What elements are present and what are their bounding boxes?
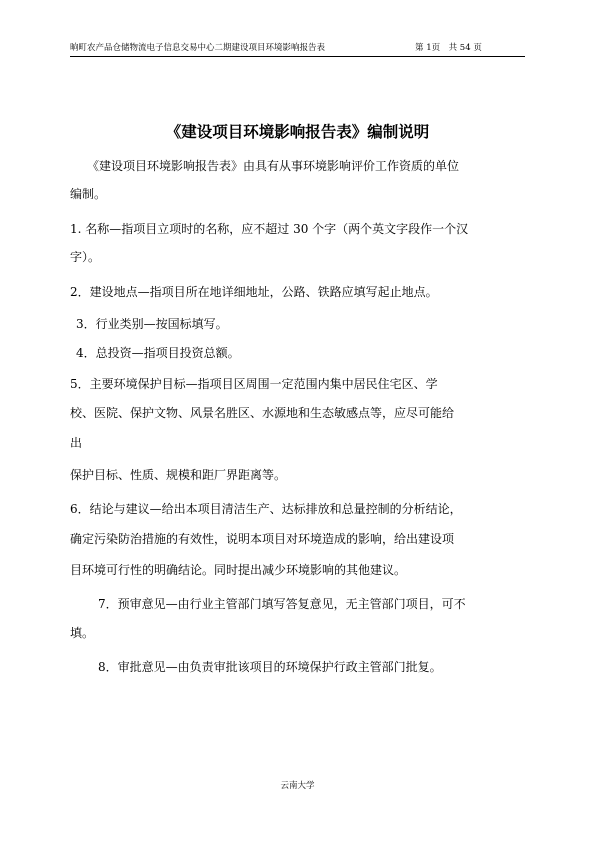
body-line: 编制。 [70, 187, 107, 201]
page-header [70, 40, 525, 57]
body-line: 出 [70, 436, 83, 450]
header-document-title: 晌町农产品仓储物流电子信息交易中心二期建设项目环境影响报告表 [70, 43, 326, 53]
body-line: 1. 名称—指项目立项时的名称，应不超过 30 个字（两个英文字段作一个汉 [70, 222, 469, 236]
header-page-number: 第 1页 共 54 页 [415, 43, 482, 53]
body-line: 6．结论与建议—给出本项目清洁生产、达标排放和总量控制的分析结论， [70, 502, 462, 516]
body-line: 字）。 [70, 250, 101, 264]
body-line: 2．建设地点—指项目所在地详细地址，公路、铁路应填写起止地点。 [70, 285, 438, 299]
page-footer: 云南大学 [280, 781, 315, 791]
body-line: 目环境可行性的明确结论。同时提出减少环境影响的其他建议。 [70, 563, 407, 577]
body-line: 保护目标、性质、规模和距厂界距离等。 [70, 468, 287, 482]
body-line: 7．预审意见—由行业主管部门填写答复意见，无主管部门项目，可不 [98, 597, 466, 611]
body-line: 填。 [70, 626, 95, 640]
body-line: 3．行业类别—按国标填写。 [76, 317, 228, 331]
body-line: 4．总投资—指项目投资总额。 [76, 346, 240, 360]
body-line: 8．审批意见—由负责审批该项目的环境保护行政主管部门批复。 [98, 660, 442, 674]
body-line: 5．主要环境保护目标—指项目区周围一定范围内集中居民住宅区、学 [70, 377, 438, 391]
body-line: 《建设项目环境影响报告表》由具有从事环境影响评价工作资质的单位 [87, 159, 460, 173]
page-title: 《建设项目环境影响报告表》编制说明 [165, 123, 430, 141]
body-line: 确定污染防治措施的有效性，说明本项目对环境造成的影响，给出建设项 [70, 532, 455, 546]
body-line: 校、医院、保护文物、风景名胜区、水源地和生态敏感点等，应尽可能给 [70, 406, 455, 420]
